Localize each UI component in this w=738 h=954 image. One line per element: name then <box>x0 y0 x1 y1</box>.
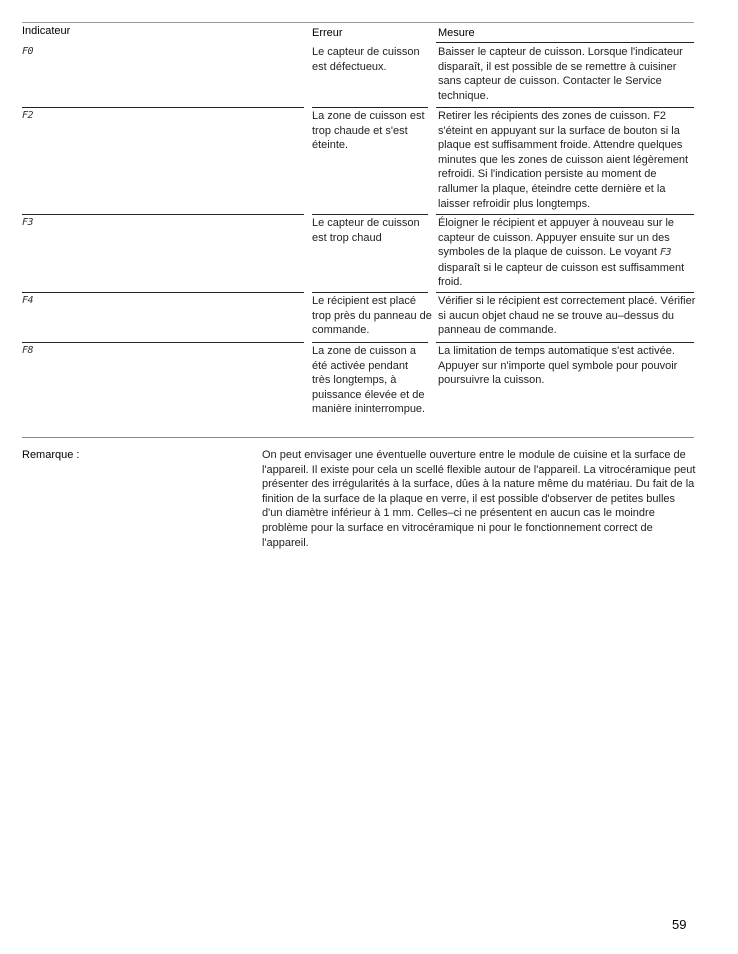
measure-text: disparaît si le capteur de cuisson est suffisamment froid. <box>438 261 685 289</box>
error-code: F0 <box>22 46 34 57</box>
error-cell: Le capteur de cuisson est défectueux. <box>312 46 420 73</box>
header-indicator: Indicateur <box>22 25 71 37</box>
error-code: F2 <box>22 110 34 121</box>
error-code: F4 <box>22 295 34 306</box>
row-rule <box>312 292 428 293</box>
row-rule <box>22 342 304 343</box>
row-rule <box>312 214 428 215</box>
measure-text: Éloigner le récipient et appuyer à nouveau sur le capteur de cuisson. Appuyer ensuite sur un des symboles de la plaque de cuisson. Le voyant <box>438 217 675 259</box>
measure-cell: Vérifier si le récipient est correctement placé. Vérifier si aucun objet chaud ne se trouve au–dessus du panneau de commande. <box>438 295 696 337</box>
measure-cell: La limitation de temps automatique s'est activée. Appuyer sur n'importe quel symbole pour pouvoir poursuivre la cuisson. <box>438 345 678 387</box>
note-text: On peut envisager une éventuelle ouverture entre le module de cuisine et la surface de l'appareil. Il existe pour cela un scellé flexible autour de l'appareil. La vitrocéramique peut présenter des irrégularités à la surface, dûes à la nature même du matériau. Du fait de la finition de la surface de la plaque en verre, il est possible d'observer de petites bulles d'un diamètre inférieur à 1 mm. Celles–ci ne présentent en aucun cas le moindre problème pour la surface en vitrocéramique ni pour le fonctionnement correct de l'appareil. <box>262 449 696 549</box>
error-cell: La zone de cuisson est trop chaude et s'est éteinte. <box>312 110 425 152</box>
error-cell: La zone de cuisson a été activée pendant très longtemps, à puissance élevée et de manière ininterrompue. <box>312 345 426 416</box>
measure-cell <box>438 216 698 290</box>
table-top-rule <box>22 22 694 23</box>
row-rule <box>436 107 694 108</box>
error-cell: Le capteur de cuisson est trop chaud <box>312 217 420 244</box>
row-rule <box>436 342 694 343</box>
row-rule <box>312 107 428 108</box>
page-number: 59 <box>672 917 687 932</box>
error-code: F8 <box>22 345 34 356</box>
row-rule <box>436 214 694 215</box>
measure-cell: Retirer les récipients des zones de cuisson. F2 s'éteint en appuyant sur la surface de bouton si la plaque est suffisamment froide. Attendre quelques minutes que les zones de cuisson aient légèrement refroidi. Si l'indication persiste au moment de rallumer la plaque, éteindre cette dernière et la laisser refroidir plus longtemps. <box>438 110 689 210</box>
error-code: F3 <box>22 217 34 228</box>
inline-code: F3 <box>659 247 672 259</box>
note-label: Remarque : <box>22 449 80 461</box>
measure-cell: Baisser le capteur de cuisson. Lorsque l'indicateur disparaît, il est possible de se remettre à cuisiner sans capteur de cuisson. Contacter le Service technique. <box>438 46 683 102</box>
header-measure: Mesure <box>438 27 475 39</box>
row-rule <box>436 292 694 293</box>
row-rule <box>22 107 304 108</box>
header-rule <box>436 42 694 43</box>
row-rule <box>22 292 304 293</box>
row-rule <box>22 214 304 215</box>
error-cell: Le récipient est placé trop près du panneau de commande. <box>312 295 432 337</box>
row-rule <box>312 342 428 343</box>
header-error: Erreur <box>312 27 343 39</box>
table-bottom-rule <box>22 437 694 438</box>
